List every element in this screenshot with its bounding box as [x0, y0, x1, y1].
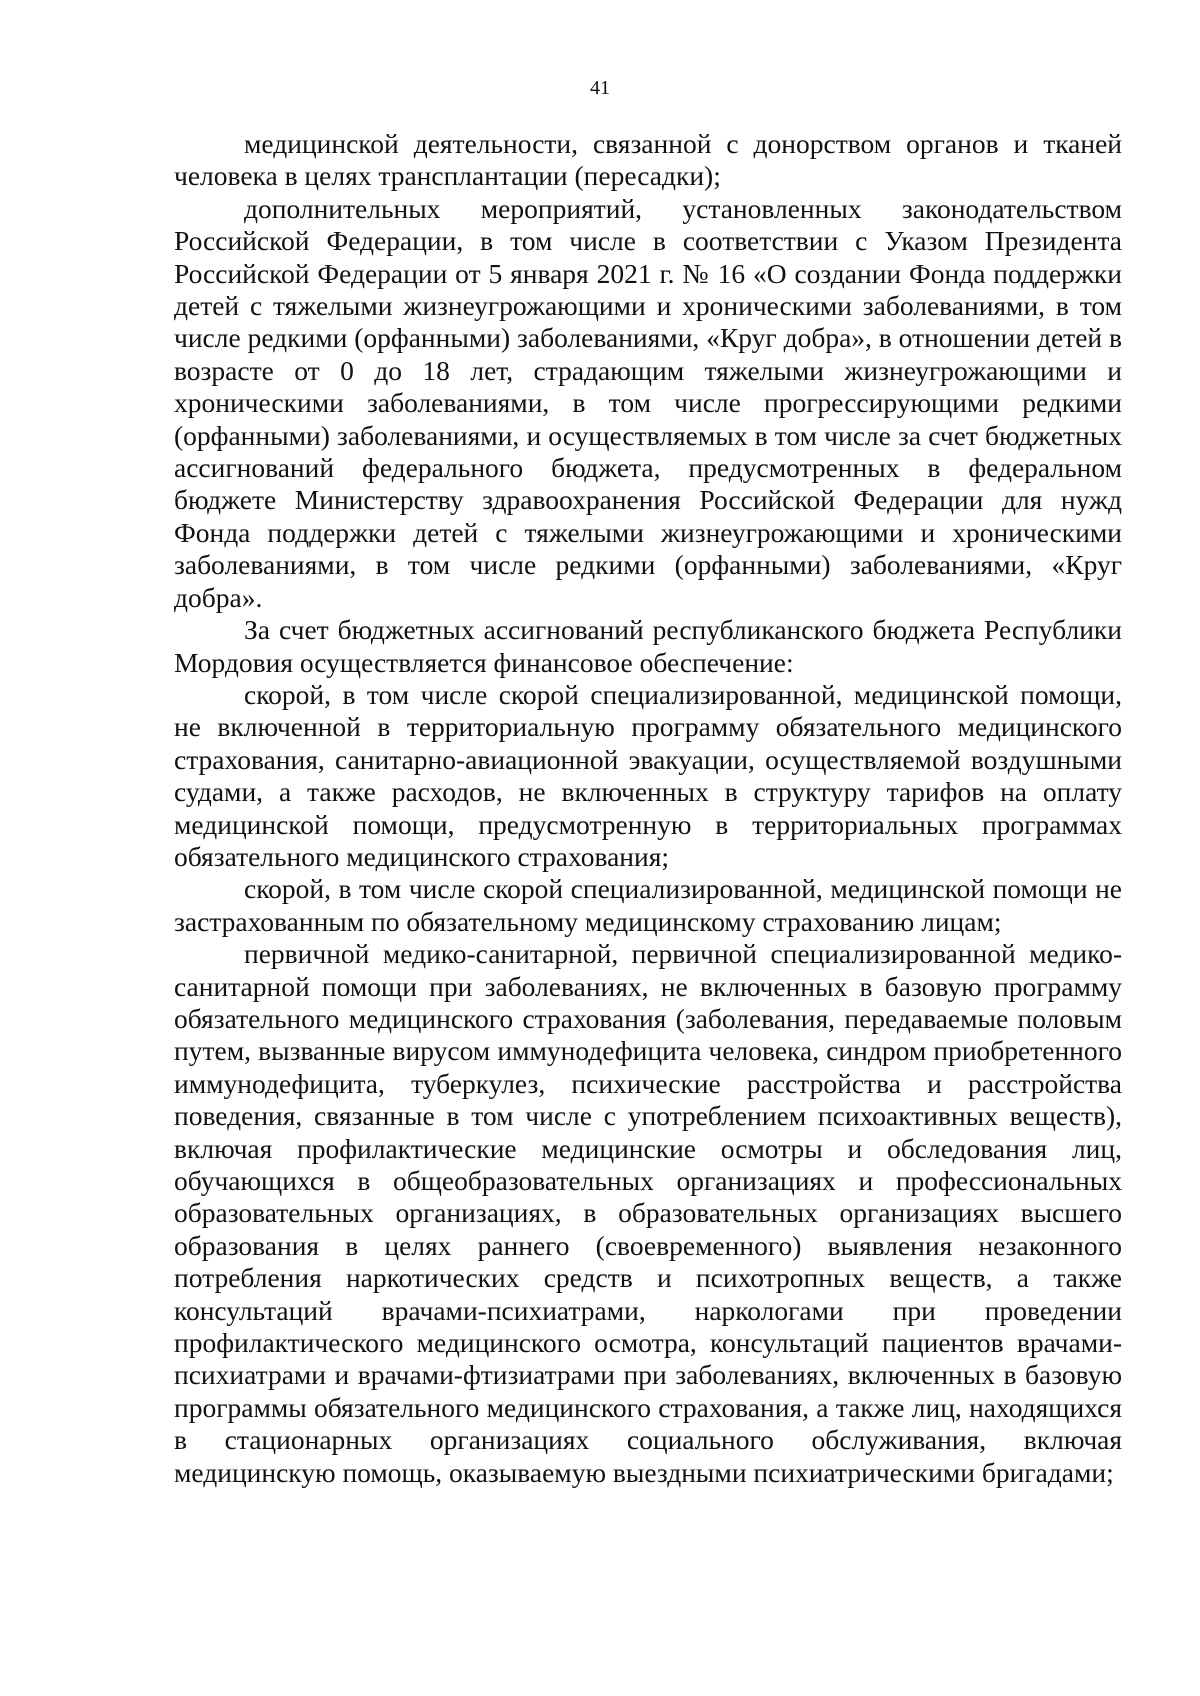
paragraph-additional-measures: дополнительных мероприятий, установленных законодательством Российской Федерации, в том числе в соответствии с Указом Президента Российской Федерации от 5 января 2021 г. № 16 «О создании Фонда поддержки детей с тяжелыми жизнеугрожающими и хроническими заболеваниями, в том числе редкими (орфанными) заболеваниями, «Круг добра», в отношении детей в возрасте от 0 до 18 лет, страдающим тяжелыми жизнеугрожающими и хроническими заболеваниями, в том числе прогрессирующими редкими (орфанными) заболеваниями, и осуществляемых в том числе за счет бюджетных ассигнований федерального бюджета, предусмотренных в федеральном бюджете Министерству здравоохранения Российской Федерации для нужд Фонда поддержки детей с тяжелыми жизнеугрожающими и хроническими заболеваниями, в том числе редкими (орфанными) заболеваниями, «Круг добра».: [174, 192, 1122, 613]
paragraph-emergency-care: скорой, в том числе скорой специализированной, медицинской помощи, не включенной в территориальную программу обязательного медицинского страхования, санитарно-авиационной эвакуации, осуществляемой воздушными судами, а также расходов, не включенных в структуру тарифов на оплату медицинской помощи, предусмотренную в территориальных программах обязательного медицинского страхования;: [174, 678, 1122, 872]
paragraph-emergency-uninsured: скорой, в том числе скорой специализированной, медицинской помощи не застрахованным по обязательному медицинскому страхованию лицам;: [174, 873, 1122, 937]
paragraph-transplantation: медицинской деятельности, связанной с донорством органов и тканей человека в целях трансплантации (пересадки);: [174, 128, 1122, 192]
paragraph-primary-care: первичной медико-санитарной, первичной специализированной медико-санитарной помощи при заболеваниях, не включенных в базовую программу обязательного медицинского страхования (заболевания, передаваемые половым путем, вызванные вирусом иммунодефицита человека, синдром приобретенного иммунодефицита, туберкулез, психические расстройства и расстройства поведения, связанные в том числе с употреблением психоактивных веществ), включая профилактические медицинские осмотры и обследования лиц, обучающихся в общеобразовательных организациях и профессиональных образовательных организациях, в образовательных организациях высшего образования в целях раннего (своевременного) выявления незаконного потребления наркотических средств и психотропных веществ, а также консультаций врачами-психиатрами, наркологами при проведении профилактического медицинского осмотра, консультаций пациентов врачами-психиатрами и врачами-фтизиатрами при заболеваниях, включенных в базовую программы обязательного медицинского страхования, а также лиц, находящихся в стационарных организациях социального обслуживания, включая медицинскую помощь, оказываемую выездными психиатрическими бригадами;: [174, 938, 1122, 1488]
document-body: [174, 128, 1122, 1489]
paragraph-republic-budget-intro: За счет бюджетных ассигнований республиканского бюджета Республики Мордовия осуществляется финансовое обеспечение:: [174, 614, 1122, 678]
page-number: 41: [590, 77, 610, 99]
